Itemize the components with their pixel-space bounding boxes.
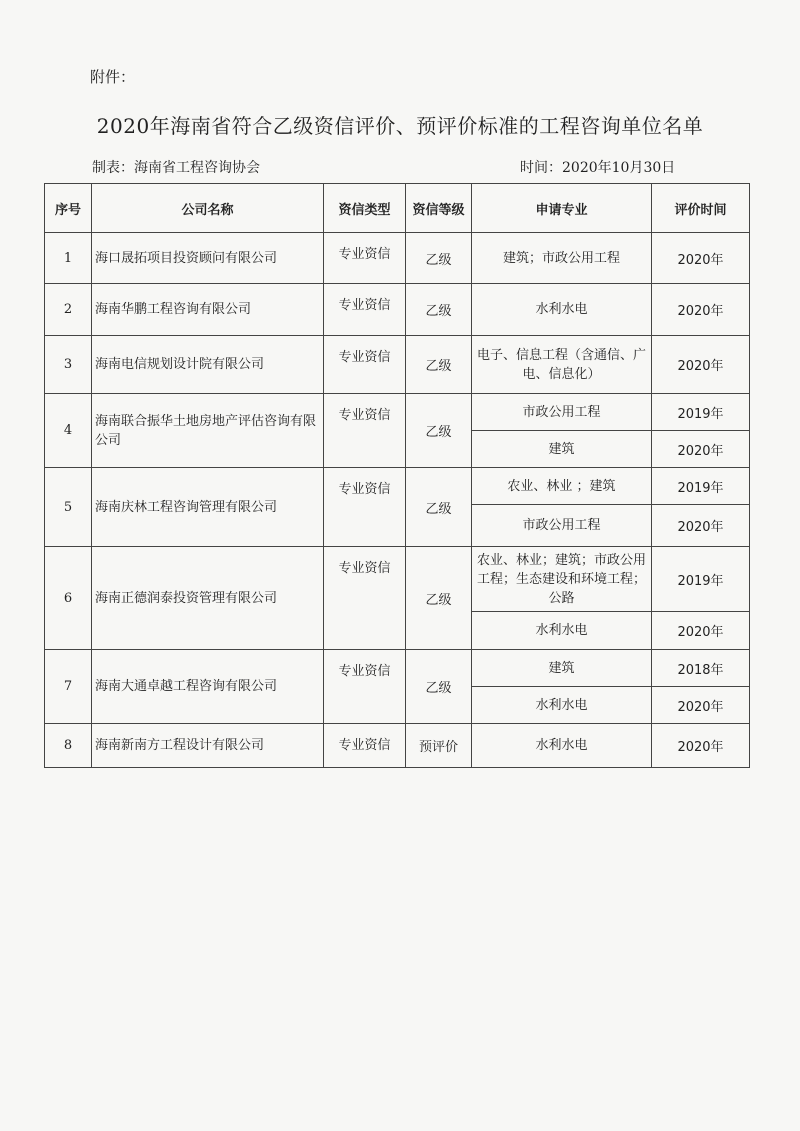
credit-level: 乙级 — [406, 336, 472, 394]
eval-time: 2020年 — [652, 612, 750, 650]
credit-type: 专业资信 — [324, 468, 406, 547]
company-name: 海南正德润泰投资管理有限公司 — [92, 547, 324, 650]
header-company-name: 公司名称 — [92, 184, 324, 233]
major: 农业、林业 ；建筑 — [472, 468, 652, 505]
company-name: 海南庆林工程咨询管理有限公司 — [92, 468, 324, 547]
header-major: 申请专业 — [472, 184, 652, 233]
row-no: 4 — [45, 394, 92, 468]
credit-type: 专业资信 — [324, 336, 406, 394]
credit-level: 乙级 — [406, 547, 472, 650]
major: 农业、林业；建筑；市政公用工程；生态建设和环境工程；公路 — [472, 547, 652, 612]
eval-time: 2019年 — [652, 547, 750, 612]
table-row — [45, 468, 750, 505]
credit-type: 专业资信 — [324, 394, 406, 468]
company-name: 海南电信规划设计院有限公司 — [92, 336, 324, 394]
eval-time: 2019年 — [652, 468, 750, 505]
credit-type: 专业资信 — [324, 233, 406, 284]
major: 水利水电 — [472, 284, 652, 336]
eval-time: 2018年 — [652, 650, 750, 687]
row-no: 3 — [45, 336, 92, 394]
row-no: 8 — [45, 724, 92, 768]
table-row — [45, 724, 750, 768]
attachment-label: 附件： — [90, 68, 136, 86]
header-eval-time: 评价时间 — [652, 184, 750, 233]
credit-level: 乙级 — [406, 394, 472, 468]
eval-time: 2020年 — [652, 505, 750, 547]
row-no: 6 — [45, 547, 92, 650]
row-no: 2 — [45, 284, 92, 336]
company-name: 海南新南方工程设计有限公司 — [92, 724, 324, 768]
header-no: 序号 — [45, 184, 92, 233]
company-name: 海南华鹏工程咨询有限公司 — [92, 284, 324, 336]
credit-level: 乙级 — [406, 233, 472, 284]
major: 市政公用工程 — [472, 394, 652, 431]
major: 电子、信息工程（含通信、广电、信息化） — [472, 336, 652, 394]
table-row — [45, 394, 750, 431]
table-row — [45, 336, 750, 394]
credit-level: 乙级 — [406, 468, 472, 547]
header-credit-type: 资信类型 — [324, 184, 406, 233]
eval-time: 2020年 — [652, 687, 750, 724]
eval-time: 2019年 — [652, 394, 750, 431]
major: 市政公用工程 — [472, 505, 652, 547]
table-maker: 制表：海南省工程咨询协会 — [92, 160, 260, 176]
header-credit-level: 资信等级 — [406, 184, 472, 233]
major: 建筑；市政公用工程 — [472, 233, 652, 284]
table-row — [45, 547, 750, 612]
eval-time: 2020年 — [652, 284, 750, 336]
credit-level: 预评价 — [406, 724, 472, 768]
row-no: 7 — [45, 650, 92, 724]
company-name: 海口晟拓项目投资顾问有限公司 — [92, 233, 324, 284]
table-header-row — [45, 184, 750, 233]
credit-type: 专业资信 — [324, 284, 406, 336]
major: 建筑 — [472, 431, 652, 468]
row-no: 5 — [45, 468, 92, 547]
table-row — [45, 233, 750, 284]
credit-level: 乙级 — [406, 650, 472, 724]
major: 水利水电 — [472, 687, 652, 724]
major: 水利水电 — [472, 612, 652, 650]
company-name: 海南联合振华土地房地产评估咨询有限公司 — [92, 394, 324, 468]
table-row — [45, 284, 750, 336]
table-row — [45, 650, 750, 687]
eval-time: 2020年 — [652, 431, 750, 468]
eval-time: 2020年 — [652, 336, 750, 394]
company-name: 海南大通卓越工程咨询有限公司 — [92, 650, 324, 724]
credit-type: 专业资信 — [324, 650, 406, 724]
eval-time: 2020年 — [652, 724, 750, 768]
credit-type: 专业资信 — [324, 547, 406, 650]
credit-level: 乙级 — [406, 284, 472, 336]
document-date: 时间：2020年10月30日 — [520, 160, 676, 176]
major: 建筑 — [472, 650, 652, 687]
row-no: 1 — [45, 233, 92, 284]
eval-time: 2020年 — [652, 233, 750, 284]
major: 水利水电 — [472, 724, 652, 768]
company-list-table — [44, 183, 750, 768]
credit-type: 专业资信 — [324, 724, 406, 768]
document-title: 2020年海南省符合乙级资信评价、预评价标准的工程咨询单位名单 — [96, 114, 704, 138]
